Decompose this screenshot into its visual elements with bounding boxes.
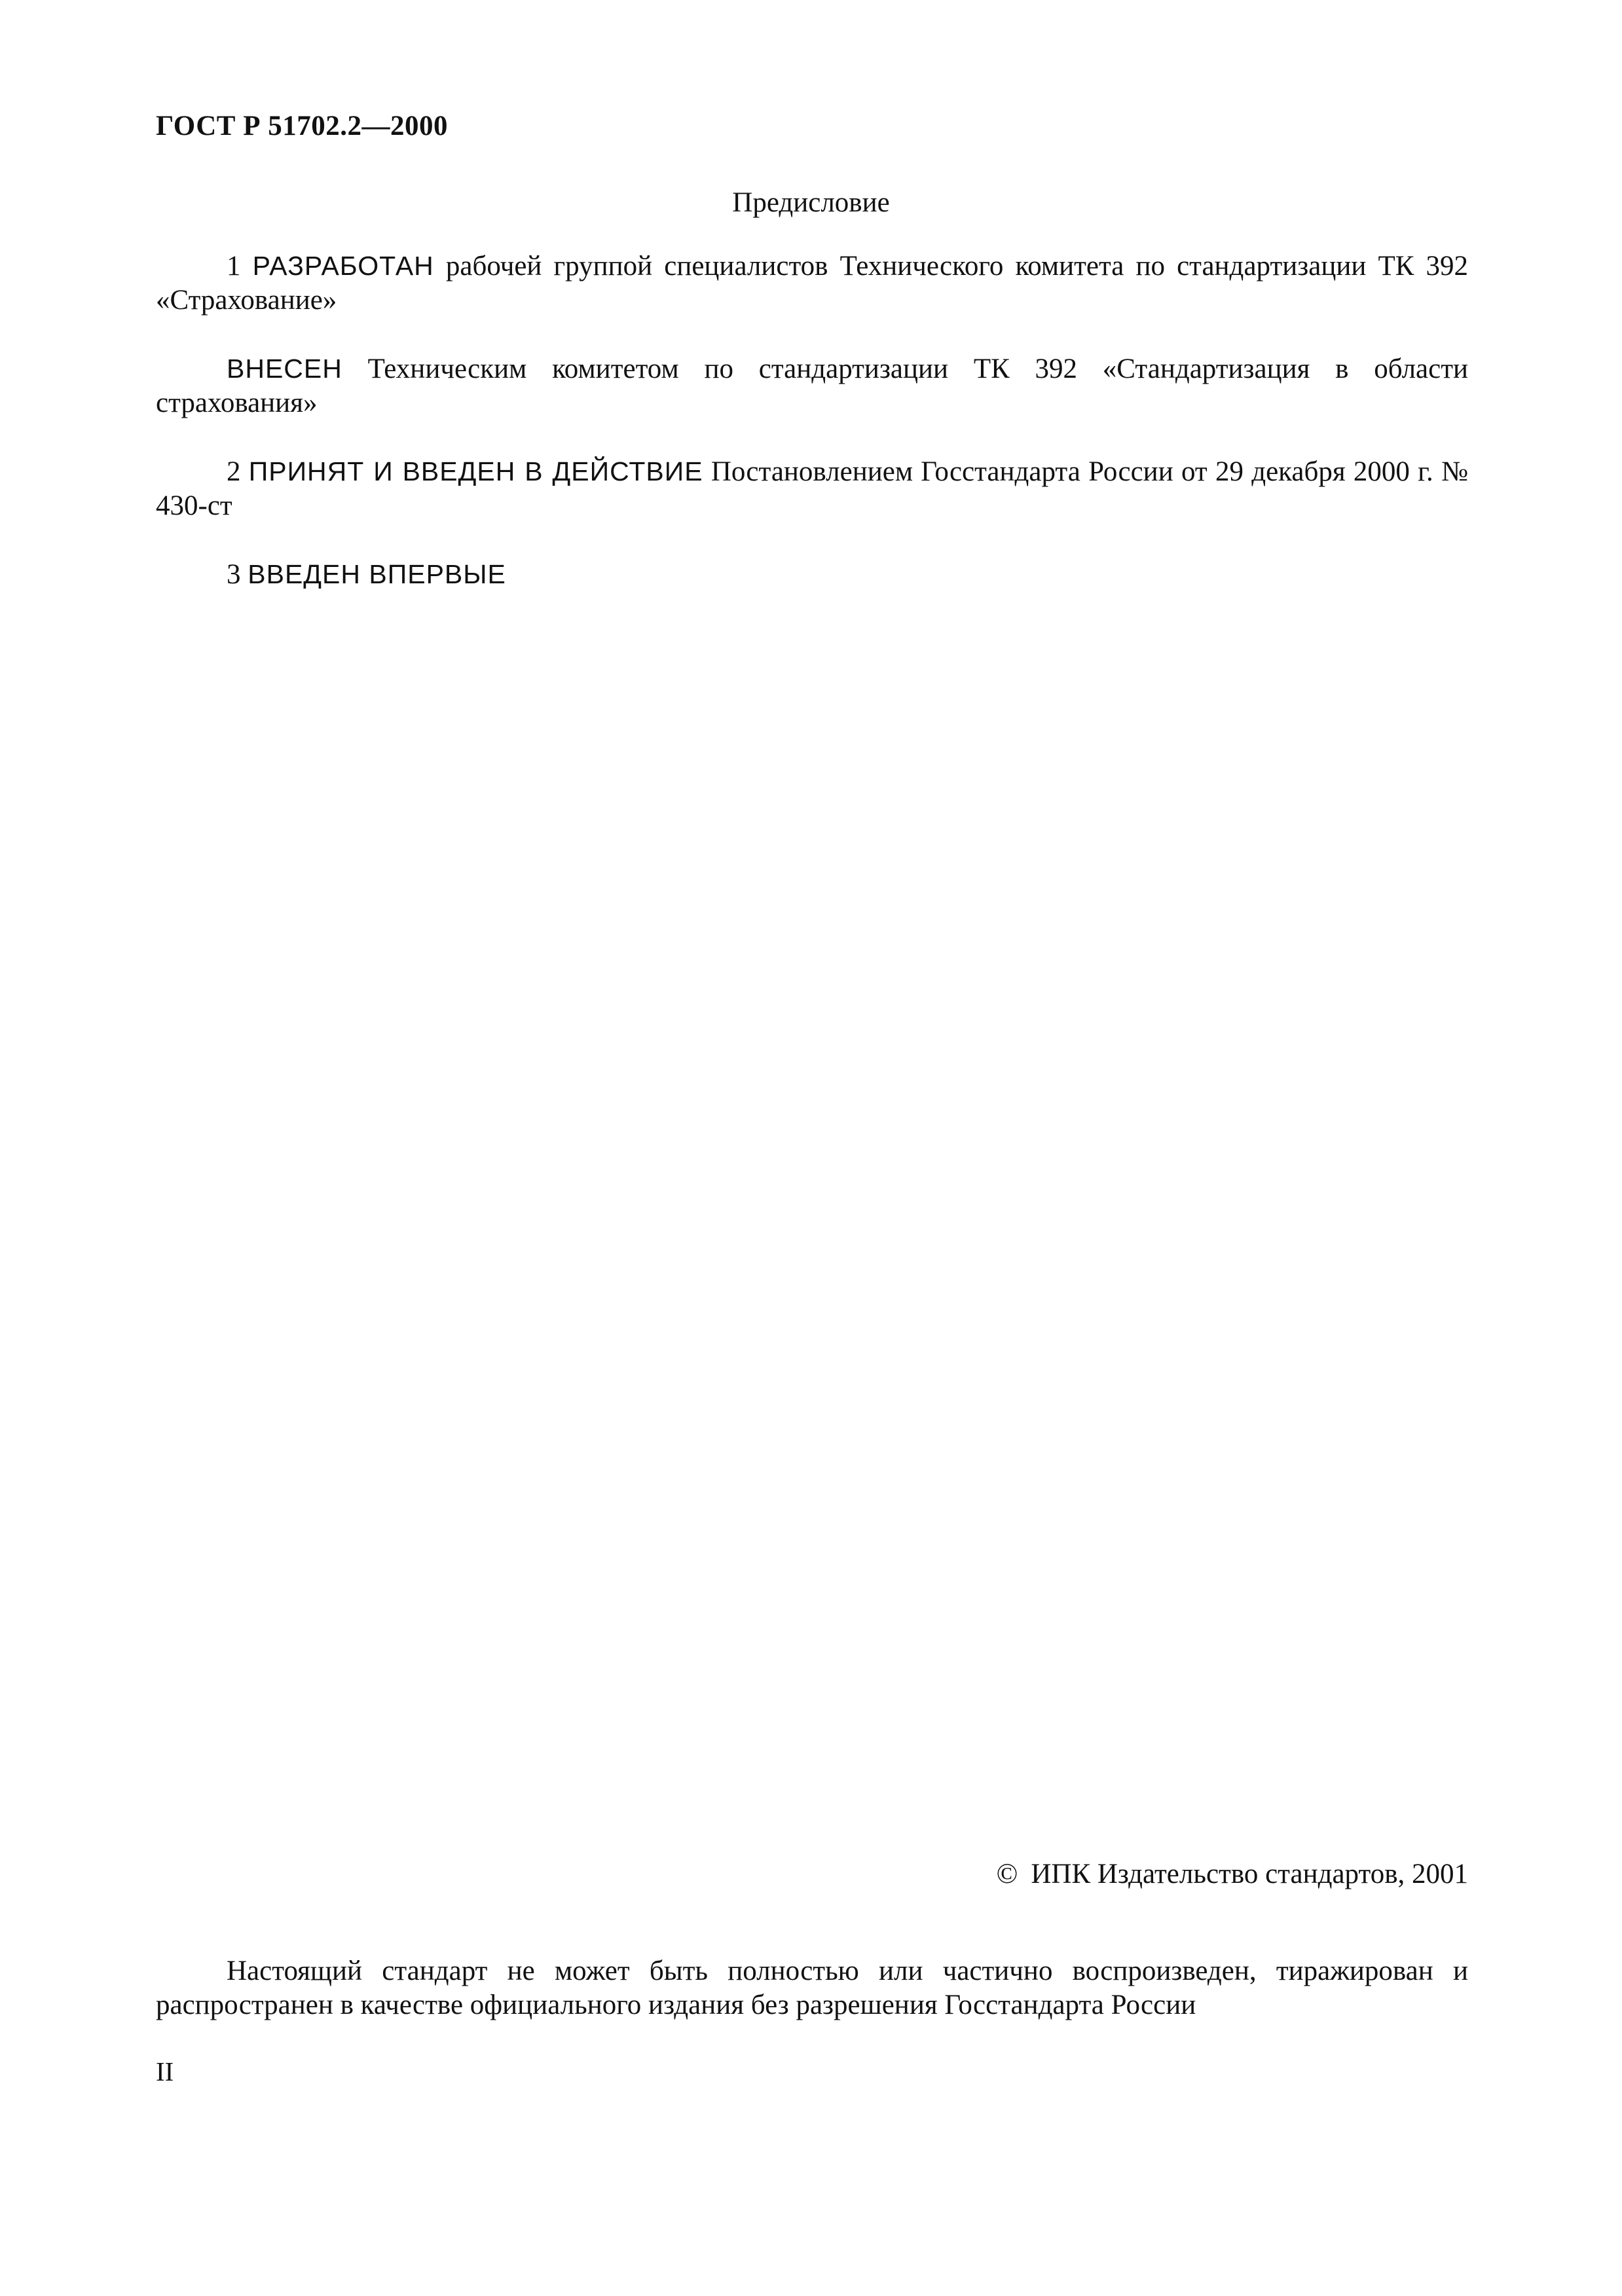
copyright-icon: © <box>996 1859 1018 1889</box>
document-header: ГОСТ Р 51702.2—2000 <box>156 111 449 141</box>
preface-item-first-introduced <box>156 557 1468 592</box>
item-text: рабочей группой специалистов Технического комитета по стандартизации ТК 392 «Страхование» <box>156 251 1468 316</box>
preface-body <box>156 249 1468 626</box>
item-number: 3 <box>227 559 241 590</box>
copyright-text: ИПК Издательство стандартов, 2001 <box>1031 1859 1468 1889</box>
item-caption: ВВЕДЕН ВПЕРВЫЕ <box>248 559 506 589</box>
item-number: 1 <box>227 251 241 282</box>
preface-item-adopted <box>156 454 1468 523</box>
page-number: II <box>156 2056 174 2086</box>
preface-item-developed <box>156 249 1468 318</box>
item-number: 2 <box>227 456 241 487</box>
item-text: Техническим комитетом по стандартизации ТК 392 «Стандартизация в области страхования» <box>156 354 1468 418</box>
preface-item-submitted <box>156 352 1468 420</box>
reproduction-notice: Настоящий стандарт не может быть полностью или частично воспроизведен, тиражирован и распространен в качестве официального издания без разрешения Госстандарта России <box>156 1956 1468 2020</box>
item-caption: РАЗРАБОТАН <box>252 251 434 281</box>
item-caption: ВНЕСЕН <box>227 354 342 384</box>
item-caption: ПРИНЯТ И ВВЕДЕН В ДЕЙСТВИЕ <box>248 456 703 486</box>
item-text: Постановлением Госстандарта России от 29 декабря 2000 г. № 430-ст <box>156 456 1468 521</box>
copyright-line <box>156 1858 1468 1890</box>
preface-title: Предисловие <box>732 187 890 218</box>
